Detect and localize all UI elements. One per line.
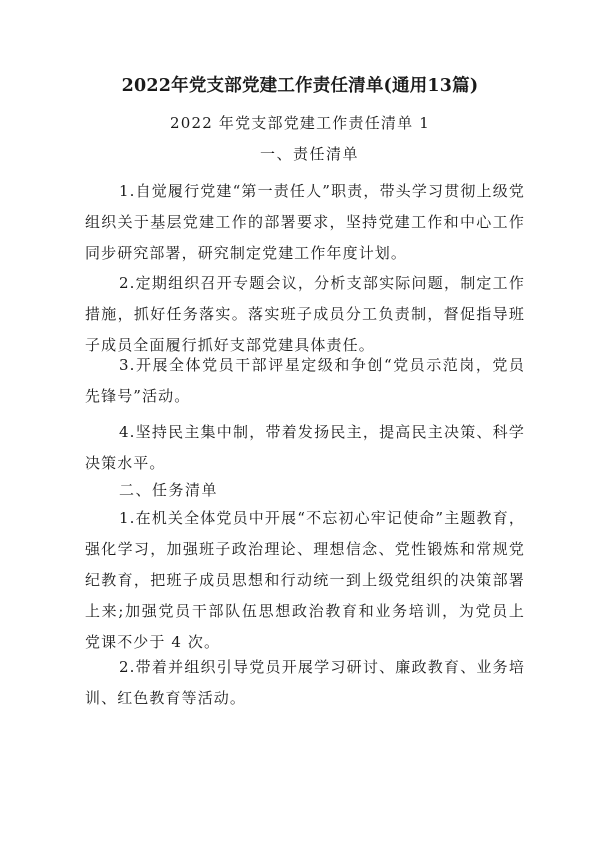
task-item: 2.带着并组织引导党员开展学习研讨、廉政教育、业务培训、红色教育等活动。 bbox=[85, 658, 525, 707]
responsibility-item: 2.定期组织召开专题会议，分析支部实际问题，制定工作措施，抓好任务落实。落实班子成员分工负责制，督促指导班子成员全面履行抓好支部党建具体责任。 bbox=[85, 274, 525, 354]
responsibility-item: 1.自觉履行党建“第一责任人”职责，带头学习贯彻上级党组织关于基层党建工作的部署要求，坚持党建工作和中心工作同步研究部署，研究制定党建工作年度计划。 bbox=[85, 182, 525, 262]
task-item: 1.在机关全体党员中开展“不忘初心牢记使命”主题教育，强化学习，加强班子政治理论、理想信念、党性锻炼和常规党纪教育，把班子成员思想和行动统一到上级党组织的决策部署上来;加强党员干部队伍思想政治教育和业务培训，为党员上党课不少于 4 次。 bbox=[85, 509, 525, 651]
document-title: 2022年党支部党建工作责任清单(通用13篇) bbox=[121, 76, 479, 96]
section-heading-responsibility-list: 一、责任清单 bbox=[260, 145, 360, 163]
section-heading-task-list: 二、任务清单 bbox=[119, 481, 219, 499]
responsibility-item: 3.开展全体党员干部评星定级和争创“党员示范岗，党员先锋号”活动。 bbox=[85, 356, 525, 405]
responsibility-item: 4.坚持民主集中制，带着发扬民主，提高民主决策、科学决策水平。 bbox=[85, 423, 525, 472]
document-subtitle: 2022 年党支部党建工作责任清单 1 bbox=[169, 114, 431, 132]
